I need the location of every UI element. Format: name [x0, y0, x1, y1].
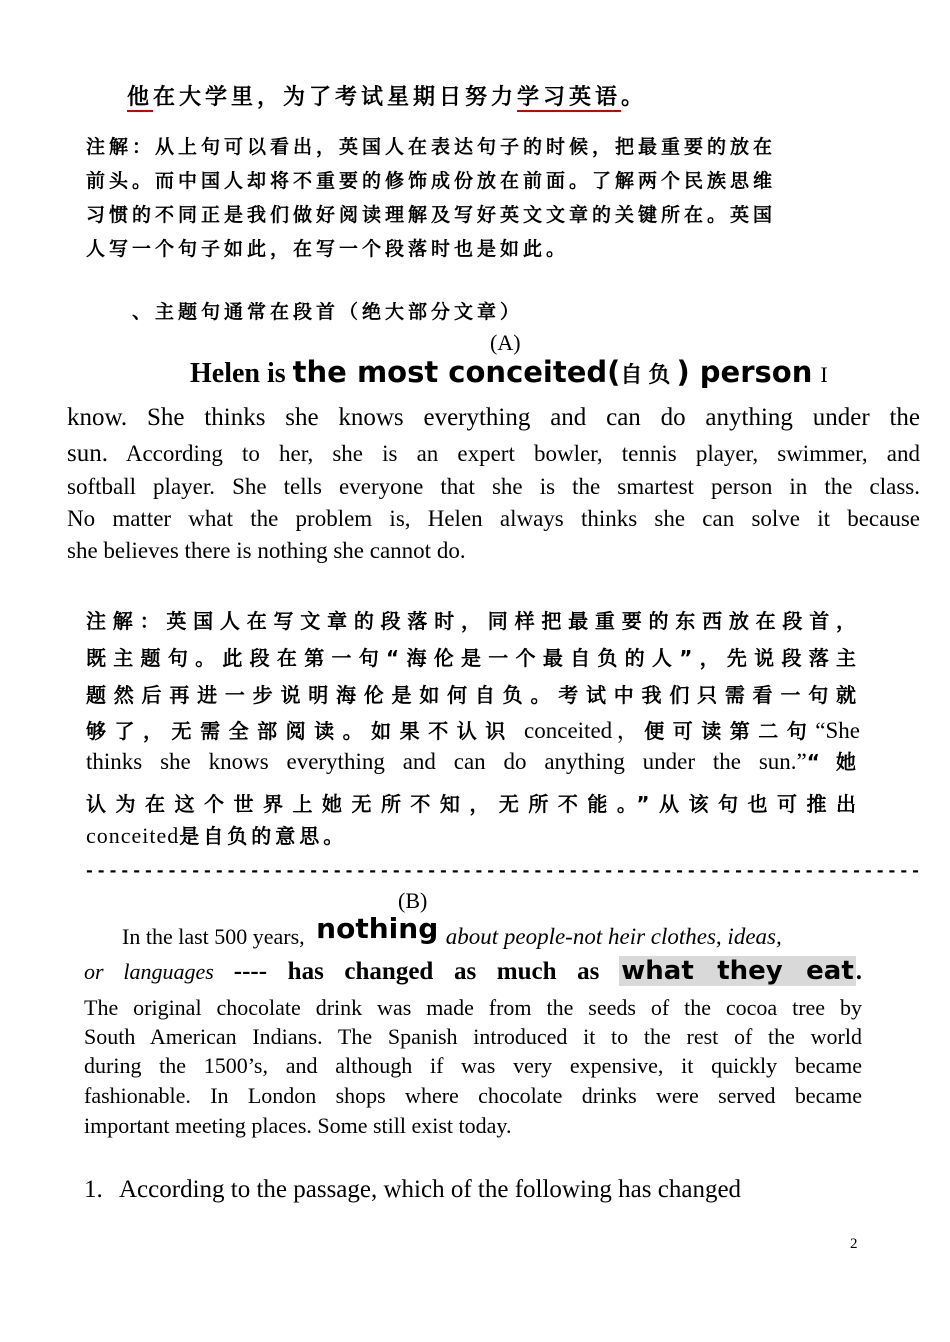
note-2-text: 是自负的意思。 [179, 824, 348, 848]
note-2-line [86, 712, 860, 745]
note-2-text: 够了，无需全部阅读。如果不认识 [86, 719, 514, 743]
note-1-line: 注解：从上句可以看出，英国人在表达句子的时候，把最重要的放在 [86, 136, 777, 158]
passage-b-nothing: nothing [316, 912, 439, 945]
question-1 [84, 1176, 741, 1204]
passage-a-line: softball player. She tells everyone that she is the smartest person in the class. [67, 474, 920, 499]
passage-a-topic-start: Helen is [190, 358, 293, 389]
note-1 [86, 130, 776, 266]
top-sentence-middle: 在大学里，为了考试星期日努力 [153, 85, 518, 110]
passage-b-aside-end: or languages [84, 959, 214, 984]
passage-b-label: (B) [398, 888, 428, 913]
passage-a-line-rest: According to her, she is an expert bowler, tennis player, swimmer, and [107, 441, 920, 466]
passage-a-line: know. She thinks she knows everything and can do anything under the [67, 404, 920, 431]
question-1-number: 1. [84, 1176, 103, 1203]
passage-b-what-they-eat: what they eat [621, 956, 854, 986]
note-2-line: 注解：英国人在写文章的段落时，同样把最重要的东西放在段首， [86, 609, 860, 633]
passage-a-topic-line [190, 355, 828, 390]
passage-b-changed: ---- has changed as much as [233, 958, 600, 985]
passage-a-topic-i: I [820, 362, 828, 387]
passage-b-line: important meeting places. Some still exist today. [84, 1113, 512, 1138]
passage-b-line: The original chocolate drink was made from the seeds of the cocoa tree by [84, 995, 862, 1020]
note-2-quote: “She [815, 718, 861, 743]
note-2-text: 便可读第二句 [644, 719, 816, 743]
passage-a-line: she believes there is nothing she cannot do. [67, 538, 466, 563]
passage-b-line: South American Indians. The Spanish introduced it to the rest of the world [84, 1024, 862, 1049]
passage-b-topic-line [122, 912, 782, 951]
note-2-line [86, 820, 347, 849]
page-number: 2 [850, 1236, 858, 1252]
passage-b-aside: about people-not heir clothes, ideas, [445, 924, 782, 949]
passage-a-line: No matter what the problem is, Helen always thinks she can solve it because [67, 506, 920, 531]
note-1-line: 前头。而中国人却将不重要的修饰成份放在前面。了解两个民族思维 [86, 170, 777, 192]
passage-b-intro: In the last 500 years, [122, 924, 305, 949]
passage-a-topic-gloss: 自负 [620, 363, 677, 388]
section-heading: 、主题句通常在段首（绝大部分文章） [132, 301, 524, 323]
note-2-line: 认为在这个世界上她无所不知，无所不能。”从该句也可推出 [86, 792, 860, 816]
note-2-quote: thinks she knows everything and can do anything under the sun.” [86, 749, 807, 774]
note-2-word: conceited， [513, 718, 645, 743]
top-sentence-end: 。 [621, 85, 648, 110]
top-sentence [127, 80, 647, 111]
passage-b-line: fashionable. In London shops where chocolate drinks were served became [84, 1083, 862, 1108]
top-sentence-object: 学习英语 [517, 85, 622, 110]
passage-a-label: (A) [490, 330, 521, 355]
passage-b-period: . [855, 958, 863, 985]
passage-a-sun: sun. [67, 440, 108, 467]
passage-a-topic-end: ) person [676, 355, 813, 389]
note-2-line: 既主题句。此段在第一句“海伦是一个最自负的人”，先说段落主 [86, 646, 860, 670]
note-2-word: conceited [86, 823, 180, 848]
note-2-text: “她 [806, 750, 860, 774]
passage-b-topic-line-2 [84, 956, 862, 986]
note-1-line: 习惯的不同正是我们做好阅读理解及写好英文文章的关键所在。英国 [86, 204, 777, 226]
note-2-line [86, 746, 860, 775]
dashed-divider: ----------------------------------------------------------------------- [84, 862, 922, 882]
passage-b-line: during the 1500’s, and although if was very expensive, it quickly became [84, 1053, 862, 1078]
note-1-line: 人写一个句子如此，在写一个段落时也是如此。 [86, 238, 570, 260]
note-2-line: 题然后再进一步说明海伦是如何自负。考试中我们只需看一句就 [86, 683, 860, 707]
top-sentence-subject: 他 [127, 85, 154, 110]
question-1-text: According to the passage, which of the following has changed [119, 1176, 742, 1203]
passage-a-topic-phrase: the most conceited( [292, 355, 621, 389]
passage-a-line [67, 440, 920, 468]
